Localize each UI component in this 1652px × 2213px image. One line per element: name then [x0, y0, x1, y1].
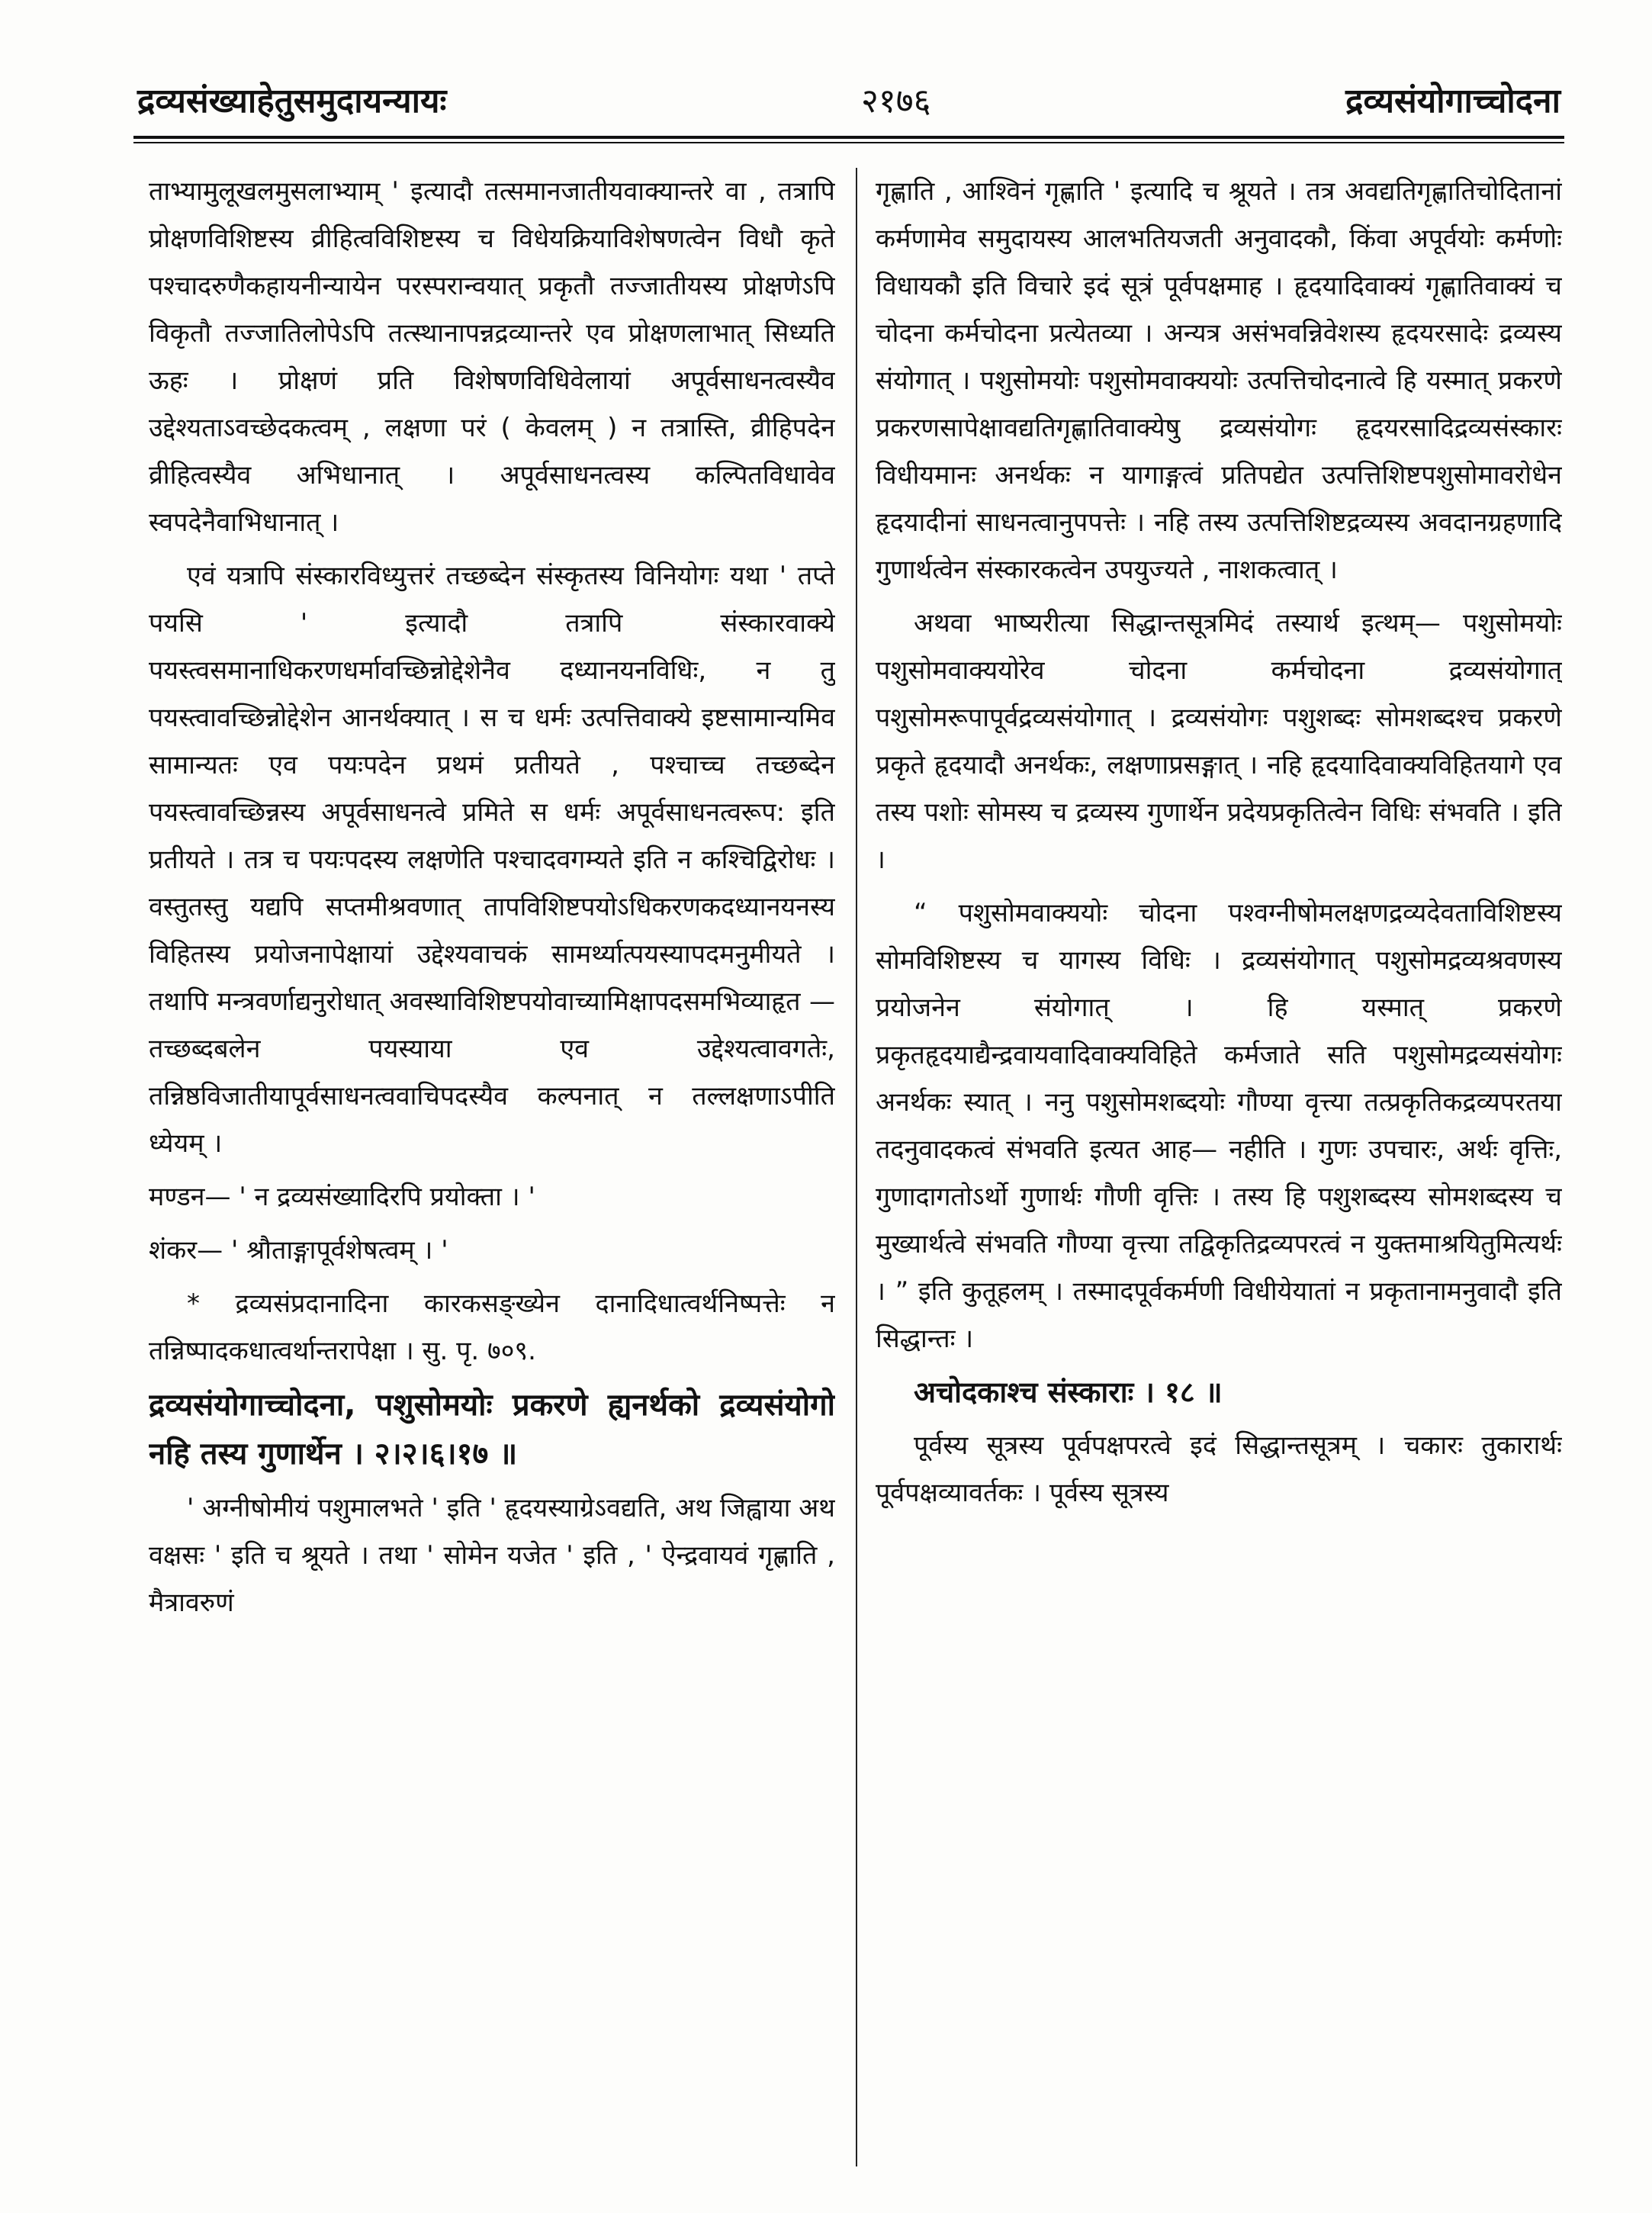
footnote: * द्रव्यसंप्रदानादिना कारकसङ्ख्येन दानादिधात्वर्थनिष्पत्तेः न तन्निष्पादकधात्वर्थान्तरापेक्षा । सु. पृ. ७०९. — [149, 1288, 835, 1366]
header-right-title: द्रव्यसंयोगाच्चोदना — [1345, 82, 1560, 121]
right-paragraph-1: गृह्णाति , आश्विनं गृह्णाति ' इत्यादि च श्रूयते । तत्र अवद्यतिगृह्णातिचोदितानां कर्मणामेव समुदायस्य आलभतियजती अनुवादकौ, किंवा अपूर्वयोः कर्मणोः विधायकौ इति विचारे इदं सूत्रं पूर्वपक्षमाह । हृदयादिवाक्यं गृह्णातिवाक्यं च चोदना कर्मचोदना प्रत्येतव्या । अन्यत्र असंभवन्निवेशस्य हृदयरसादेः द्रव्यस्य संयोगात् । पशुसोमयोः पशुसोमवाक्ययोः उत्पत्तिचोदनात्वे हि यस्मात् प्रकरणे प्रकरणसापेक्षावद्यतिगृह्णातिवाक्येषु द्रव्यसंयोगः हृदयरसादिद्रव्यसंस्कारः विधीयमानः अनर्थकः न यागाङ्गत्वं प्रतिपद्येत उत्पत्तिशिष्टपशुसोमावरोधेन हृदयादीनां साधनत्वानुपपत्तेः । नहि तस्य उत्पत्तिशिष्टद्रव्यस्य अवदानग्रहणादि गुणार्थत्वेन संस्कारकत्वेन उपयुज्यते , नाशकत्वात् । — [876, 176, 1562, 585]
header-rule-thin — [133, 142, 1564, 143]
adhikarana-heading: अचोदकाश्च संस्काराः । १८ ॥ — [914, 1375, 1223, 1409]
mandana-quote: मण्डन— ' न द्रव्यसंख्यादिरपि प्रयोक्ता । ' — [149, 1182, 535, 1212]
column-divider — [856, 168, 857, 2166]
left-paragraph-3: ' अग्नीषोमीयं पशुमालभते ' इति ' हृदयस्याग्रेऽवद्यति, अथ जिह्वाया अथ वक्षसः ' इति च श्रूयते । तथा ' सोमेन यजेत ' इति , ' ऐन्द्रवायवं गृह्णाति , मैत्रावरुणं — [149, 1493, 835, 1618]
right-paragraph-4: पूर्वस्य सूत्रस्य पूर्वपक्षपरत्वे इदं सिद्धान्तसूत्रम् । चकारः तुकारार्थः पूर्वपक्षव्यावर्तकः । पूर्वस्य सूत्रस्य — [876, 1430, 1562, 1508]
right-column — [876, 168, 1562, 2166]
left-paragraph-2: एवं यत्रापि संस्कारविध्युत्तरं तच्छब्देन संस्कृतस्य विनियोगः यथा ' तप्ते पयसि ' इत्यादौ तत्रापि संस्कारवाक्ये पयस्त्वसमानाधिकरणधर्मावच्छिन्नोद्देशेनैव दध्यानयनविधिः, न तु पयस्त्वावच्छिन्नोद्देशेन आनर्थक्यात् । स च धर्मः उत्पत्तिवाक्ये इष्टसामान्यमिव सामान्यतः एव पयःपदेन प्रथमं प्रतीयते , पश्चाच्च तच्छब्देन पयस्त्वावच्छिन्नस्य अपूर्वसाधनत्वे प्रमिते स धर्मः अपूर्वसाधनत्वरूप: इति प्रतीयते । तत्र च पयःपदस्य लक्षणेति पश्चादवगम्यते इति न कश्चिद्विरोधः । वस्तुतस्तु यद्यपि सप्तमीश्रवणात् तापविशिष्टपयोऽधिकरणकदध्यानयनस्य विहितस्य प्रयोजनापेक्षायां उद्देश्यवाचकं सामर्थ्यात्पयस्यापदमनुमीयते । तथापि मन्त्रवर्णाद्यनुरोधात् अवस्थाविशिष्टपयोवाच्यामिक्षापदसमभिव्याहृत — तच्छब्दबलेन पयस्याया एव उद्देश्यत्वावगतेः, तन्निष्ठविजातीयापूर्वसाधनत्ववाचिपदस्यैव कल्पनात् न तल्लक्षणाऽपीति ध्येयम् । — [149, 561, 835, 1159]
left-paragraph-1: ताभ्यामुलूखलमुसलाभ्याम् ' इत्यादौ तत्समानजातीयवाक्यान्तरे वा , तत्रापि प्रोक्षणविशिष्टस्य व्रीहित्वविशिष्टस्य च विधेयक्रियाविशेषणत्वेन विधौ कृते पश्चादरुणैकहायनीन्यायेन परस्परान्वयात् प्रकृतौ तज्जातीयस्य प्रोक्षणेऽपि विकृतौ तज्जातिलोपेऽपि तत्स्थानापन्नद्रव्यान्तरे एव प्रोक्षणलाभात् सिध्यति ऊहः । प्रोक्षणं प्रति विशेषणविधिवेलायां अपूर्वसाधनत्वस्यैव उद्देश्यताऽवच्छेदकत्वम् , लक्षणा परं ( केवलम् ) न तत्रास्ति, व्रीहिपदेन व्रीहित्वस्यैव अभिधानात् । अपूर्वसाधनत्वस्य कल्पितविधावेव स्वपदेनैवाभिधानात् । — [149, 176, 835, 538]
sutra-heading: द्रव्यसंयोगाच्चोदना, पशुसोमयोः प्रकरणे ह्यनर्थको द्रव्यसंयोगो नहि तस्य गुणार्थेन । २।२।६।१७ ॥ — [149, 1388, 835, 1472]
left-column — [149, 168, 835, 2166]
header-rule — [133, 136, 1564, 139]
right-paragraph-3: “ पशुसोमवाक्ययोः चोदना पश्वग्नीषोमलक्षणद्रव्यदेवताविशिष्टस्य सोमविशिष्टस्य च यागस्य विधिः । द्रव्यसंयोगात् पशुसोमद्रव्यश्रवणस्य प्रयोजनेन संयोगात् । हि यस्मात् प्रकरणे प्रकृतहृदयाद्यैन्द्रवायवादिवाक्यविहिते कर्मजाते सति पशुसोमद्रव्यसंयोगः अनर्थकः स्यात् । ननु पशुसोमशब्दयोः गौण्या वृत्त्या तत्प्रकृतिकद्रव्यपरतया तदनुवादकत्वं संभवति इत्यत आह— नहीति । गुणः उपचारः, अर्थः वृत्तिः, गुणादागतोऽर्थो गुणार्थः गौणी वृत्तिः । तस्य हि पशुशब्दस्य सोमशब्दस्य च मुख्यार्थत्वे संभवति गौण्या वृत्त्या तद्विकृतिद्रव्यपरत्वं न युक्तमाश्रयितुमित्यर्थः । ” इति कुतूहलम् । तस्मादपूर्वकर्मणी विधीयेयातां न प्रकृतानामनुवादौ इति सिद्धान्तः । — [876, 898, 1562, 1354]
running-header — [137, 72, 1560, 126]
header-left-title: द्रव्यसंख्याहेतुसमुदायन्यायः — [137, 82, 447, 121]
page-number: २१७६ — [861, 82, 931, 121]
shankara-quote: शंकर— ' श्रौताङ्गापूर्वशेषत्वम् । ' — [149, 1235, 448, 1266]
right-paragraph-2: अथवा भाष्यरीत्या सिद्धान्तसूत्रमिदं तस्यार्थ इत्थम्— पशुसोमयोः पशुसोमवाक्ययोरेव चोदना कर्मचोदना द्रव्यसंयोगात् पशुसोमरूपापूर्वद्रव्यसंयोगात् । द्रव्यसंयोगः पशुशब्दः सोमशब्दश्च प्रकरणे प्रकृते हृदयादौ अनर्थकः, लक्षणाप्रसङ्गात् । नहि हृदयादिवाक्यविहितयागे एव तस्य पशोः सोमस्य च द्रव्यस्य गुणार्थेन प्रदेयप्रकृतित्वेन विधिः संभवति । इति । — [876, 608, 1562, 875]
